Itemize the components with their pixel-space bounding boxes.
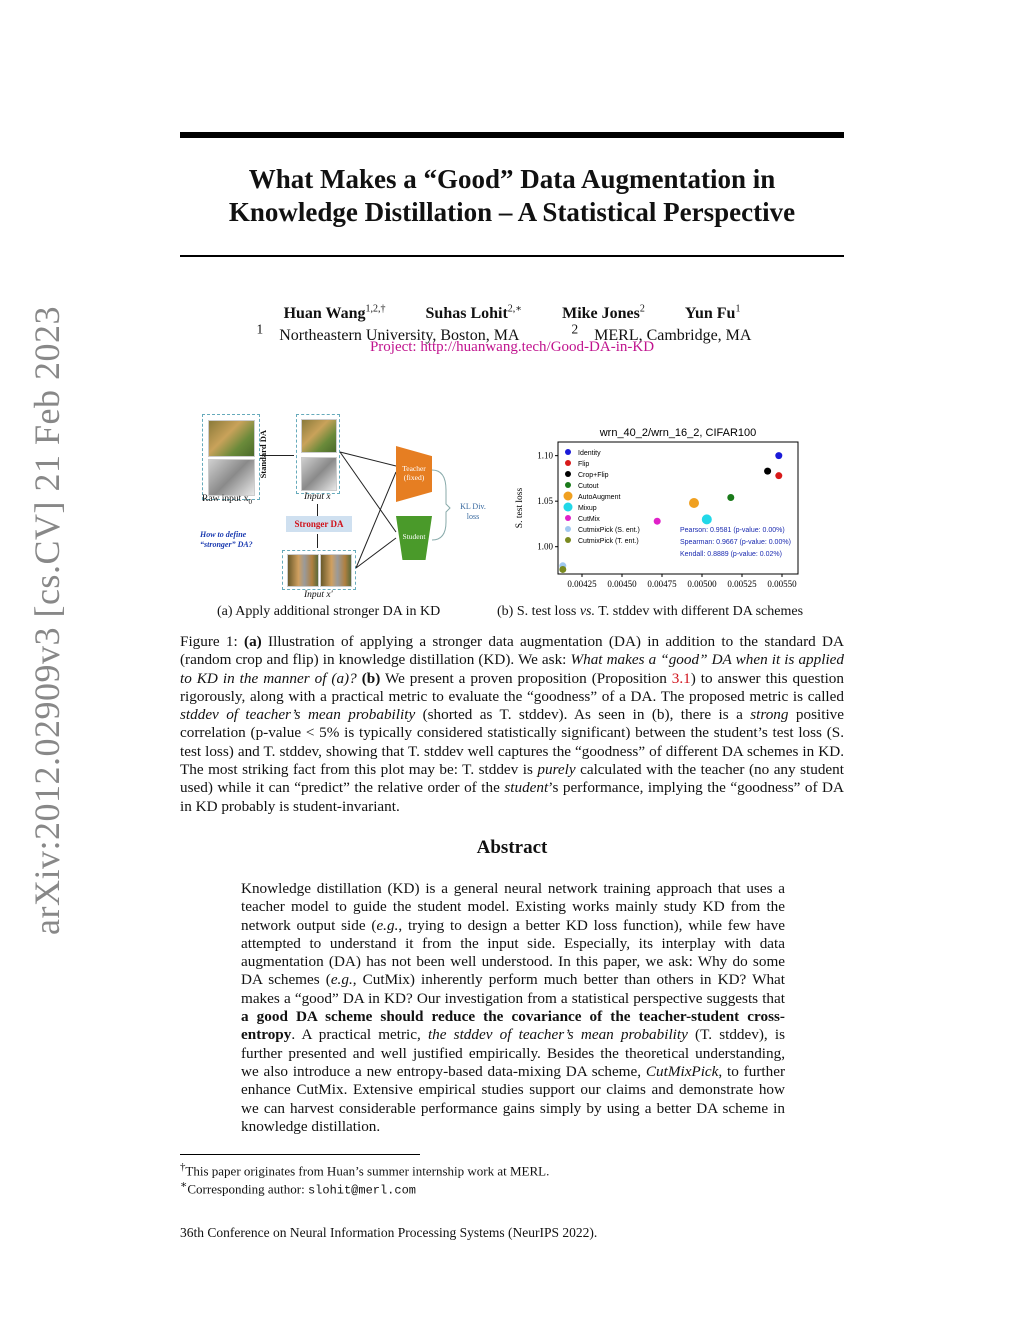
email-link[interactable]: slohit@merl.com [307,1183,416,1198]
author: Suhas Lohit$^{2,∗}$ [425,304,523,323]
footnote-rule [180,1154,420,1155]
paper-title [180,163,844,229]
footnote-2: ∗Corresponding author: slohit@merl.com [180,1179,416,1198]
define-question: How to define “stronger” DA? [200,530,253,549]
teacher-label: Teacher (fixed) [402,464,426,482]
figure-a-caption: (a) Apply additional stronger DA in KD [217,604,441,619]
data-point [654,518,661,525]
legend-label: Cutout [578,483,599,490]
legend-label: Flip [578,461,590,468]
abstract-heading: Abstract [476,837,548,858]
correlation-stat: Spearman: 0.9667 (p-value: 0.00%) [680,539,791,546]
conference-note: 36th Conference on Neural Information Processing Systems (NeurIPS 2022). [180,1225,598,1240]
abstract-body: Knowledge distillation (KD) is a general neural network training approach that uses a teacher model to guide the student model. Existing works mainly study KD from the network output side (e.g., trying to design a better KD loss function), while few have attempted to understand it from the input side. Especially, its interplay with data augmentation (DA) has not been well understood. In this paper, we ask: Why do some DA schemes (e.g., CutMix) inherently perform much better than others in KD? What makes a “good” DA in KD? Our investigation from a statistical perspective suggests that a good DA scheme should reduce the covariance of the teacher-student cross-entropy. A practical metric, the stddev of teacher’s mean probability (T. stddev), is further presented and well justified empirically. Besides the theoretical understanding, we also introduce a new entropy-based data-mixing DA scheme, CutMixPick, to further enhance CutMix. Extensive empirical studies support our claims and demonstrate how we can harvest considerable performance gains simply by using a better DA scheme in knowledge distillation. [241,880,786,1135]
legend-label: CutMix [578,516,600,523]
legend-label: CutmixPick (S. ent.) [578,527,640,534]
figure-b-caption: (b) S. test loss vs. T. stddev with different DA schemes [497,604,804,619]
data-point [775,452,782,459]
legend-label: Crop+Flip [578,472,609,479]
figure-a [200,410,500,602]
legend-marker [565,449,571,455]
legend-label: AutoAugment [578,494,621,501]
x-tick-label: 0.00500 [687,579,717,589]
data-point [689,498,699,508]
legend-marker [564,503,573,512]
legend-label: Identity [578,450,601,457]
title-line-1: What Makes a “Good” Data Augmentation in [248,164,776,194]
legend-marker [565,471,571,477]
top-rule [180,132,844,138]
affiliation: $^1$ Northeastern University, Boston, MA [256,322,520,345]
legend-marker [564,492,573,501]
x-tick-label: 0.00550 [767,579,797,589]
legend-marker [565,482,571,488]
author: Yun Fu$^1$ [684,304,741,323]
project-link[interactable]: Project: http://huanwang.tech/Good-DA-in-KD [369,339,655,355]
x-tick-label: 0.00475 [647,579,677,589]
kl-loss-label: KL Div. loss [460,502,486,521]
correlation-stat: Pearson: 0.9581 (p-value: 0.00%) [680,527,785,534]
student-label: Student [402,532,426,541]
title-rule [180,255,844,257]
y-tick-label: 1.00 [537,541,553,552]
title-line-2: Knowledge Distillation – A Statistical Perspective [228,197,796,227]
chart-title: wrn_40_2/wrn_16_2, CIFAR100 [599,427,757,439]
x-tick-label: 0.00425 [567,579,597,589]
legend-marker [565,460,571,466]
standard-da-label: Standard DA [258,430,268,479]
data-point [764,468,771,475]
legend-marker [565,515,571,521]
data-point [775,472,782,479]
data-point [727,494,734,501]
author: Huan Wang$^{1,2,\dagger}$ [283,304,386,323]
y-tick-label: 1.05 [537,496,553,507]
x-tick-label: 0.00525 [727,579,757,589]
raw-input-label: Raw input $x_0$ [202,494,252,506]
data-point [559,566,566,573]
correlation-stat: Kendall: 0.8889 (p-value: 0.02%) [680,551,782,558]
figure-caption: Figure 1: (a) Illustration of applying a stronger data augmentation (DA) in addition to the standard DA (random crop and flip) in knowledge distillation (KD). We ask: What makes a “good” DA when it is applied to KD in the manner of (a)? (b) We present a proven proposition (Proposition 3.1) to answer this question rigorously, along with a practical metric to evaluate the “goodness” of a DA. The proposed metric is called stddev of teacher’s mean probability (shorted as T. stddev). As seen in (b), there is a strong positive correlation (p-value < 5% is typically considered statistically significant) between the student’s test loss (S. test loss) and T. stddev, showing that T. stddev well captures the “goodness” of different DA schemes in KD. The most striking fact from this plot may be: T. stddev is purely calculated with the teacher (no any student used) while it can “predict” the relative order of the student’s performance, implying the “goodness” of DA in KD probably is student-invariant. [180,633,844,815]
stronger-da-box: Stronger DA [286,516,352,532]
footnote-1: †This paper originates from Huan’s summer internship work at MERL. [180,1161,550,1179]
input-x-prime-label: Input x′ [304,590,333,600]
figure-b-chart [510,418,830,598]
affiliation: $^2$ MERL, Cambridge, MA [571,322,752,345]
data-point [702,514,712,524]
legend-label: CutmixPick (T. ent.) [578,538,639,545]
legend-marker [565,537,571,543]
input-x-label: Input x [304,492,331,502]
author: Mike Jones$^2$ [562,304,645,323]
x-tick-label: 0.00450 [607,579,637,589]
arxiv-stamp: arXiv:2012.02909v3 [cs.CV] 21 Feb 2023 [27,306,67,935]
legend-marker [565,526,571,532]
legend-label: Mixup [578,505,597,512]
y-tick-label: 1.10 [537,450,553,461]
y-axis-label: S. test loss [515,487,525,529]
